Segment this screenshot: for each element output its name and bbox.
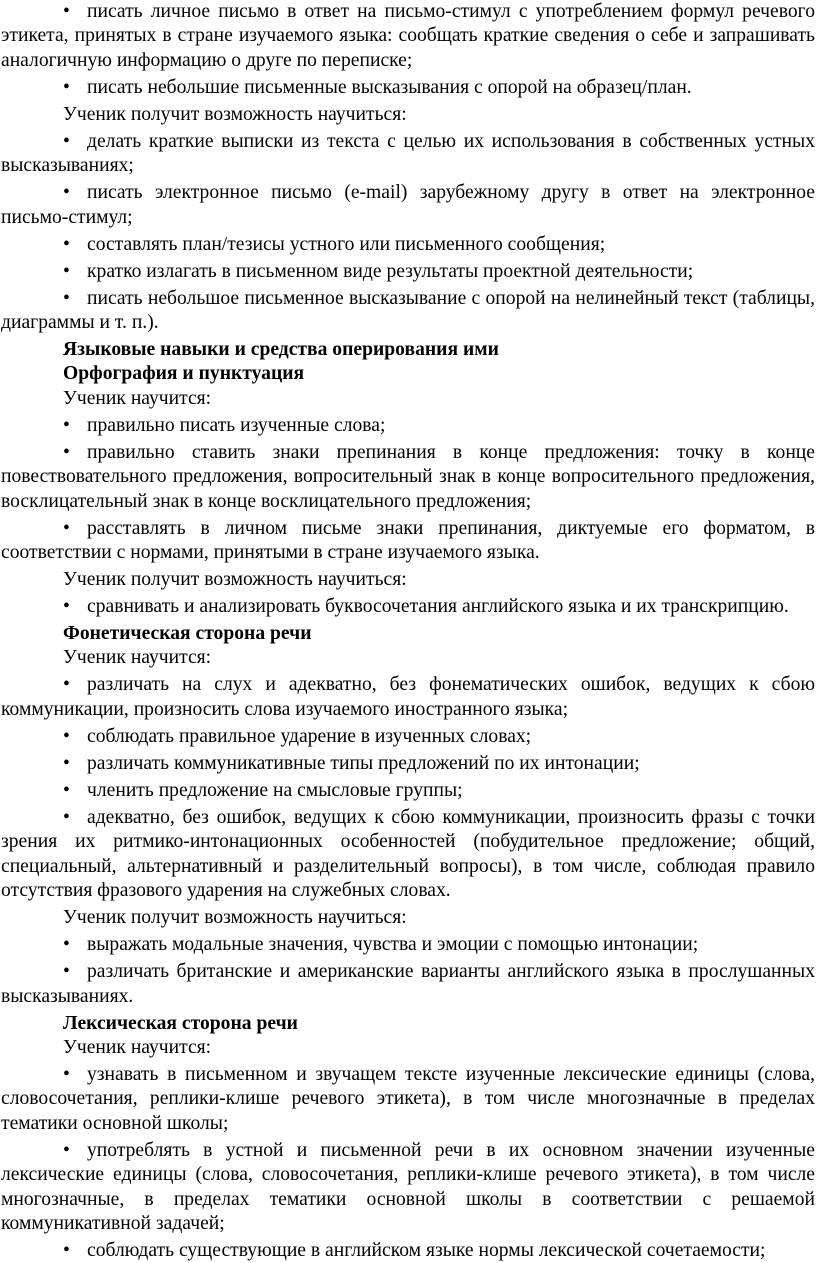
bullet-item bbox=[1, 260, 815, 284]
paragraph-text: адекватно, без ошибок, ведущих к сбою коммуникации, произносить фразы с точки зрения их ритмико-интонационных особенностей (побудительное предложение; общий, специальный, альтернативный и разделительный вопросы), в том числе, соблюдая правило отсутствия фразового ударения на служебных словах. bbox=[1, 806, 815, 902]
paragraph-text: членить предложение на смысловые группы; bbox=[87, 779, 463, 801]
bullet-item bbox=[1, 806, 815, 904]
bullet-icon: • bbox=[63, 130, 70, 152]
paragraph-text: различать коммуникативные типы предложений по их интонации; bbox=[87, 752, 640, 774]
paragraph-text: писать небольшие письменные высказывания с опорой на образец/план. bbox=[87, 76, 692, 98]
bullet-icon: • bbox=[63, 806, 70, 828]
bullet-item bbox=[1, 441, 815, 514]
body-paragraph bbox=[1, 568, 815, 592]
paragraph-text: Фонетическая сторона речи bbox=[63, 623, 312, 645]
bullet-icon: • bbox=[63, 1239, 70, 1261]
bullet-item bbox=[1, 414, 815, 438]
paragraph-text: Ученик научится: bbox=[63, 647, 212, 669]
bullet-item bbox=[1, 287, 815, 336]
bullet-icon: • bbox=[63, 961, 70, 983]
body-paragraph bbox=[1, 1036, 815, 1060]
paragraph-text: узнавать в письменном и звучащем тексте изученные лексические единицы (слова, словосочетания, реплики-клише речевого этикета), в том числе многозначные в пределах тематики основной школы; bbox=[1, 1063, 815, 1134]
body-paragraph bbox=[1, 103, 815, 127]
paragraph-text: сравнивать и анализировать буквосочетания английского языка и их транскрипцию. bbox=[87, 596, 789, 618]
bullet-icon: • bbox=[63, 596, 70, 618]
bullet-item bbox=[1, 76, 815, 100]
bullet-item bbox=[1, 779, 815, 803]
bullet-item bbox=[1, 233, 815, 257]
bullet-item bbox=[1, 933, 815, 957]
bullet-item bbox=[1, 1239, 815, 1263]
bullet-icon: • bbox=[63, 441, 70, 463]
body-paragraph bbox=[1, 387, 815, 411]
paragraph-text: Лексическая сторона речи bbox=[63, 1012, 298, 1034]
paragraph-text: правильно ставить знаки препинания в конце предложения: точку в конце повествовательного предложения, вопросительный знак в конце вопросительного предложения, восклицательный знак в конце восклицательного предложения; bbox=[1, 441, 815, 512]
paragraph-text: соблюдать правильное ударение в изученных словах; bbox=[87, 725, 532, 747]
paragraph-text: различать на слух и адекватно, без фонематических ошибок, ведущих к сбою коммуникации, произносить слова изучаемого иностранного языка; bbox=[1, 674, 815, 720]
paragraph-text: составлять план/тезисы устного или письменного сообщения; bbox=[87, 233, 606, 255]
body-paragraph bbox=[1, 906, 815, 930]
bullet-icon: • bbox=[63, 1063, 70, 1085]
section-heading bbox=[1, 362, 815, 386]
bullet-item bbox=[1, 517, 815, 566]
bullet-item bbox=[1, 725, 815, 749]
bullet-icon: • bbox=[63, 752, 70, 774]
bullet-icon: • bbox=[63, 1139, 70, 1161]
paragraph-text: выражать модальные значения, чувства и эмоции с помощью интонации; bbox=[87, 934, 699, 956]
paragraph-text: кратко излагать в письменном виде результаты проектной деятельности; bbox=[87, 260, 694, 282]
paragraph-text: расставлять в личном письме знаки препинания, диктуемые его форматом, в соответствии с нормами, принятыми в стране изучаемого языка. bbox=[1, 517, 815, 564]
paragraph-text: Орфография и пунктуация bbox=[63, 363, 305, 385]
section-heading bbox=[1, 1012, 815, 1036]
bullet-item bbox=[1, 1063, 815, 1136]
bullet-icon: • bbox=[63, 182, 70, 204]
bullet-icon: • bbox=[63, 287, 70, 309]
paragraph-text: писать электронное письмо (e-mail) зарубежному другу в ответ на электронное письмо-стимул; bbox=[1, 182, 815, 228]
bullet-icon: • bbox=[63, 414, 70, 436]
bullet-item bbox=[1, 130, 815, 179]
bullet-item bbox=[1, 595, 815, 619]
bullet-icon: • bbox=[63, 233, 70, 255]
bullet-item bbox=[1, 181, 815, 230]
paragraph-text: употреблять в устной и письменной речи в их основном значении изученные лексические единицы (слова, словосочетания, реплики-клише речевого этикета), в том числе многозначные, в пределах тематики основной школы в соответствии с решаемой коммуникативной задачей; bbox=[1, 1139, 815, 1234]
bullet-item bbox=[1, 752, 815, 776]
paragraph-text: различать британские и американские варианты английского языка в прослушанных высказываниях. bbox=[1, 961, 815, 1007]
section-heading bbox=[1, 338, 815, 362]
bullet-icon: • bbox=[63, 517, 70, 539]
paragraph-text: соблюдать существующие в английском языке нормы лексической сочетаемости; bbox=[87, 1239, 766, 1261]
bullet-icon: • bbox=[63, 779, 70, 801]
paragraph-text: делать краткие выписки из текста с целью их использования в собственных устных высказываниях; bbox=[1, 130, 815, 177]
bullet-icon: • bbox=[63, 934, 70, 956]
bullet-icon: • bbox=[63, 76, 70, 98]
bullet-icon: • bbox=[63, 674, 70, 696]
bullet-icon: • bbox=[63, 1, 70, 22]
bullet-item bbox=[1, 960, 815, 1009]
paragraph-text: правильно писать изученные слова; bbox=[87, 414, 386, 436]
paragraph-text: Ученик получит возможность научиться: bbox=[63, 907, 407, 929]
paragraph-text: Ученик получит возможность научиться: bbox=[63, 103, 407, 125]
paragraph-text: Ученик научится: bbox=[63, 387, 212, 409]
section-heading bbox=[1, 622, 815, 646]
bullet-item bbox=[1, 673, 815, 722]
bullet-icon: • bbox=[63, 725, 70, 747]
body-paragraph bbox=[1, 646, 815, 670]
bullet-item bbox=[1, 1139, 815, 1237]
paragraph-text: Ученик получит возможность научиться: bbox=[63, 569, 407, 591]
paragraph-text: Языковые навыки и средства оперирования ими bbox=[63, 339, 499, 361]
paragraph-text: писать небольшое письменное высказывание с опорой на нелинейный текст (таблицы, диаграммы и т. п.). bbox=[1, 287, 815, 334]
bullet-icon: • bbox=[63, 260, 70, 282]
bullet-item bbox=[1, 0, 815, 73]
paragraph-text: писать личное письмо в ответ на письмо-стимул с употреблением формул речевого этикета, принятых в стране изучаемого языка: сообщать краткие сведения о себе и запрашивать аналогичную информацию о друге по переписке; bbox=[1, 1, 815, 71]
paragraph-text: Ученик научится: bbox=[63, 1036, 212, 1058]
